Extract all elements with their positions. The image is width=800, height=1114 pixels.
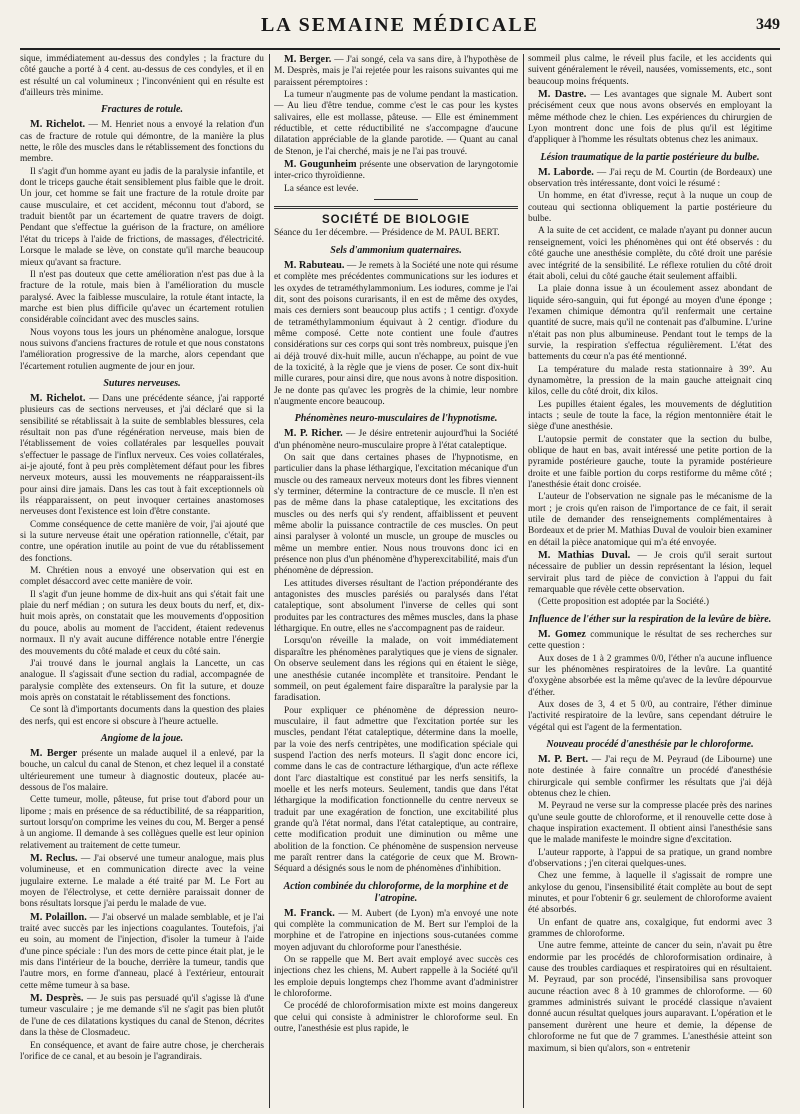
paragraph bbox=[20, 912, 264, 992]
section-heading: Action combinée du chloroforme, de la morphine et de l'atropine. bbox=[283, 880, 509, 904]
paragraph bbox=[20, 853, 264, 911]
section-heading: Fractures de rotule. bbox=[101, 104, 183, 116]
paragraph: L'auteur rapporte, à l'appui de sa pratique, un grand nombre d'observations ; j'en citerai quelques-unes. bbox=[528, 847, 772, 869]
paragraph: La plaie donna issue à un écoulement assez abondant de liquide séro-sanguin, qui fut épongé au moyen d'une éponge ; l'examen chimique démontra qu'il renfermait une certaine quantité de sucre, mais qu'il ne contenait pas d'albumine. L'urine n'était pas non plus albumineuse. Pendant tout le temps de la survie, la respiration s'effectua régulièrement. L'état des battements du cœur n'a pas été mentionné. bbox=[528, 284, 772, 363]
paragraph: L'autopsie permit de constater que la section du bulbe, oblique de haut en bas, avait intéressé une petite portion de la pyramide postérieure gauche, toute la pyramide postérieure droite et une faible portion du corps restiforme du même côté ; l'anesthésie était donc croisée. bbox=[528, 434, 772, 491]
paragraph bbox=[528, 550, 772, 596]
paragraph bbox=[20, 119, 264, 165]
section-heading: Nouveau procédé d'anesthésie par le chloroforme. bbox=[546, 738, 754, 750]
paragraph: J'ai trouvé dans le journal anglais la Lancette, un cas analogue. Il s'agissait d'une section du radial, accompagnée de paralysie complète des extenseurs. On fit la suture, et douze mois après on constatait le rétablissement des fonctions. bbox=[20, 658, 264, 703]
paragraph bbox=[274, 54, 518, 89]
paragraph bbox=[274, 260, 518, 408]
paragraph: En conséquence, et avant de faire autre chose, je chercherais l'orifice de ce canal, et au besoin je l'agrandirais. bbox=[20, 1040, 264, 1062]
paragraph: Aux doses de 1 à 2 grammes 0/0, l'éther n'a aucune influence sur les phénomènes respiratoires de la levûre. La quantité d'oxygène absorbée est la même qu'avec de la levûre dépourvue d'éther. bbox=[528, 653, 772, 698]
speaker-name: M. Gougunheim bbox=[284, 159, 357, 171]
section-heading: Sutures nerveuses. bbox=[103, 377, 181, 389]
paragraph: Ce procédé de chloroformisation mixte est moins dangereux que celui qui consiste à administrer le chloroforme seul. En outre, l'anesthésie est plus rapide, le bbox=[274, 1001, 518, 1035]
paragraph-text: — Dans une précédente séance, j'ai rapporté plusieurs cas de sections nerveuses, et j'ai déclaré que si la sensibilité se rétablissait à la suite de semblables blessures, cela résultait non pas d'une régénération nerveuse, mais bien de l'établissement de voies collatérales par lesquelles pouvait s'effectuer le passage de l'influx nerveux. Ces voies collatérales, ai-je ajouté, font à peu près complètement défaut pour les fibres nerveux moteurs, aussi les mouvements ne réapparaissent-ils pour ainsi dire jamais. Dans les cas tout à fait exceptionnels où ils réapparaissent, on peut invoquer certaines anastomoses nerveuses dont l'existence est loin d'être constante. bbox=[20, 393, 264, 518]
paragraph-text: — Les avantages que signale M. Aubert sont précisément ceux que nous avons observés en employant la même méthode chez le chien. Les expériences du chirurgien de Lyon montrent donc une fois de plus qu'il est légitime d'appliquer à l'homme les résultats obtenus chez les animaux. bbox=[528, 90, 772, 146]
paragraph bbox=[20, 993, 264, 1039]
paragraph: (Cette proposition est adoptée par la Société.) bbox=[538, 597, 710, 608]
divider bbox=[274, 206, 518, 209]
paragraph-text: communique le résultat de ses recherches sur cette question : bbox=[528, 629, 772, 652]
paragraph: A la suite de cet accident, ce malade n'ayant pu donner aucun renseignement, voici les phénomènes qui ont été observés : du côté gauche une anesthésie complète, du côté droit une parésie avec intégrité de la sensibilité. Le réflexe rotulien du côté droit était aboli, celui du côté gauche était seulement affaibli. bbox=[528, 226, 772, 282]
paragraph: On se rappelle que M. Bert avait employé avec succès ces injections chez les chiens, M. Aubert rappelle à la Société qu'il les emploie depuis longtemps chez l'homme avant d'administrer le chloroforme. bbox=[274, 955, 518, 1000]
society-heading: SOCIÉTÉ DE BIOLOGIE bbox=[321, 214, 471, 227]
paragraph: On sait que dans certaines phases de l'hypnotisme, en particulier dans la phase léthargique, l'excitation mécanique d'un muscle ou des rameaux nerveux moteurs dont les fibres viennent s'y terminer, détermine la contracture de ce muscle. Il n'en est pas de même dans la phase cataleptique, les excitations des muscles ou des nerfs qui s'y rendent, affaiblissent et peuvent même abolir la puissance contractile de ces muscles. On peut ainsi paralyser à volonté un muscle, un groupe de muscles ou même un membre entier. Nous nous trouvons donc ici en présence non plus d'un phénomène d'hyperexcitabilité, mais d'un phénomène de dépression. bbox=[274, 452, 518, 577]
paragraph bbox=[274, 159, 518, 183]
speaker-name: M. Polaillon. bbox=[30, 911, 87, 923]
paragraph-text: — J'ai observé un malade semblable, et je l'ai traité avec succès par les injections coagulantes. Toutefois, j'ai eu soin, au moment de l'injection, d'isoler la tumeur à l'aide d'une pince spéciale : l'un des mors de cette pince était plat, je le mis dans l'intérieur de la bouche, derrière la tumeur, tandis que l'autre mors, en forme d'anneau, placé à l'extérieur, entourait cette même tumeur à sa base. bbox=[20, 912, 264, 991]
paragraph: L'auteur de l'observation ne signale pas le mécanisme de la mort ; je crois qu'en raison de l'importance de ce fait, il serait utile de demander des renseignements complémentaires à Bordeaux et de prier M. Mathias Duval de vouloir bien examiner en détail la pièce anatomique qui m'a été envoyée. bbox=[528, 492, 772, 548]
paragraph-text: — J'ai songé, cela va sans dire, à l'hypothèse de M. Desprès, mais je l'ai rejetée pour les raisons suivantes qui me paraissent péremptoires : bbox=[274, 55, 518, 88]
columns bbox=[20, 54, 780, 1108]
paragraph-text: — J'ai reçu de M. Peyraud (de Libourne) une note destinée à faire connaître un procédé d'anesthésie chirurgicale qui semble confirmer les résultats que j'ai déjà obtenus chez le chien. bbox=[528, 754, 772, 799]
paragraph bbox=[20, 393, 264, 519]
speaker-name: M. Berger bbox=[30, 747, 78, 759]
paragraph bbox=[528, 167, 772, 191]
paragraph: Lorsqu'on réveille la malade, on voit immédiatement disparaître les phénomènes paralytiques que je viens de signaler. On observe seulement dans les régions qui en étaient le siège, une anesthésie cutanée incomplète et transitoire. Pendant le sommeil, on peut également faire disparaître la paralysie par la faradisation. bbox=[274, 636, 518, 704]
journal-title: LA SEMAINE MÉDICALE bbox=[260, 14, 540, 36]
paragraph: Il s'agit d'un homme ayant eu jadis de la paralysie infantile, et dont le triceps gauche était sensiblement plus faible que le droit. Un jour, cet homme se fait une fracture de la rotule droite par cause musculaire, et cet accident, méconnu tout d'abord, se traduit bientôt par un écartement de quatre travers de doigt. Pendant que s'effectue la guérison de la fracture, on améliore l'état du triceps à l'aide de frictions, de massages, d'électricité. Lorsque le malade se lève, on constate qu'il marche beaucoup mieux qu'avant sa fracture. bbox=[20, 166, 264, 268]
paragraph: Un enfant de quatre ans, coxalgique, fut endormi avec 3 grammes de chloroforme. bbox=[528, 917, 772, 940]
session-line: Séance du 1er décembre. — Présidence de M. PAUL BERT. bbox=[274, 228, 500, 239]
speaker-name: M. P. Richer. bbox=[284, 428, 343, 440]
speaker-name: M. Gomez bbox=[538, 628, 586, 640]
paragraph: Pour expliquer ce phénomène de dépression neuro-musculaire, il faut admettre que l'excitation portée sur les muscles, pendant l'état cataleptique, détermine dans la moelle, par la voie des nerfs centripètes, une modification spéciale qui suspend l'action des nerfs moteurs. Il s'agit donc encore ici, comme dans le cas de contracture léthargique, d'un acte réflexe dont l'arc diastaltique est constitué par les nerfs sensitifs, la moelle et les nerfs moteurs. Seulement, tandis que dans l'état léthargique la modification fonctionnelle du centre nerveux se traduit par une exagération de fonction, une excitabilité plus grande qu'à l'état normal, dans l'état cataleptique, au contraire, cette modification produit une diminution ou même une abolition de la fonction. Ce phénomène de suspension nerveuse me paraît rentrer dans la catégorie de ceux que M. Brown-Séquard a désignés sous le nom de phénomènes d'inhibition. bbox=[274, 705, 518, 875]
speaker-name: M. Desprès. bbox=[30, 993, 84, 1005]
paragraph: La tumeur n'augmente pas de volume pendant la mastication. — Au lieu d'être tendue, comme c'est le cas pour les kystes salivaires, elle est mollasse, pâteuse. — Elle est éminemment réductible, et cette réductibilité ne s'accompagne d'aucune dilatation appréciable de la glande parotide. — Quant au canal de Stenon, je l'ai cherché, mais je ne l'ai pas trouvé. bbox=[274, 90, 518, 157]
paragraph: Les attitudes diverses résultant de l'action prépondérante des antagonistes des muscles parésiés ou paralysés dans l'état cataleptique, sont absolument l'inverse de celles qui sont produites par les contractures des mêmes muscles, dans la phase léthargique. En outre, elles ne s'accompagnent pas de raideur. bbox=[274, 578, 518, 635]
speaker-name: M. Richelot. bbox=[30, 392, 86, 404]
paragraph-text: — M. Aubert (de Lyon) m'a envoyé une note qui complète la communication de M. Bert sur l'emploi de la morphine et de l'atropine en injections sous-cutanées comme moyen adjuvant du chloroforme pour l'anesthésie. bbox=[274, 908, 518, 953]
speaker-name: M. Mathias Duval. bbox=[538, 550, 631, 562]
paragraph: Les pupilles étaient égales, les mouvements de déglutition intacts ; seule de toute la face, la région mentonnière était le siège d'une anesthésie. bbox=[528, 399, 772, 433]
page-header bbox=[20, 12, 780, 50]
section-heading: Sels d'ammonium quaternaires. bbox=[330, 244, 462, 256]
paragraph-text: — Je crois qu'il serait surtout nécessaire de publier un dessin représentant la lésion, lequel servirait plus tard de pièce de conviction à l'appui du fait remarquable que révèle cette observation. bbox=[528, 551, 772, 596]
paragraph bbox=[528, 754, 772, 800]
column-2 bbox=[274, 54, 518, 1108]
paragraph: sique, immédiatement au-dessus des condyles ; la fracture du côté gauche a porté à 4 cent. au-dessus de ces condyles, et il en est résulté un cal volumineux ; l'inconvénient qui en résulte est d'ailleurs très minime. bbox=[20, 54, 264, 99]
column-1 bbox=[20, 54, 264, 1108]
paragraph: La séance est levée. bbox=[284, 183, 359, 194]
paragraph-text: — M. Henriet nous a envoyé la relation d'un cas de fracture de rotule qui démontre, de la manière la plus nette, le rôle des muscles dans le rétablissement des fonctions du membre. bbox=[20, 120, 264, 165]
speaker-name: M. Richelot. bbox=[30, 119, 86, 131]
paragraph: Nous voyons tous les jours un phénomène analogue, lorsque nous suivons d'anciens fractures de rotule et que nous constatons l'amélioration progressive de la marche, alors cependant que l'écartement rotulien augmente de jour en jour. bbox=[20, 327, 264, 372]
paragraph: Un homme, en état d'ivresse, reçut à la nuque un coup de couteau qui sectionna obliquement la partie postérieure du bulbe. bbox=[528, 191, 772, 225]
paragraph-text: — J'ai reçu de M. Courtin (de Bordeaux) une observation très intéressante, dont voici le résumé : bbox=[528, 167, 772, 190]
section-heading: Phénomènes neuro-musculaires de l'hypnotisme. bbox=[294, 413, 498, 425]
column-3 bbox=[528, 54, 772, 1108]
paragraph: Cette tumeur, molle, pâteuse, fut prise tout d'abord pour un lipome ; mais en présence de sa réductibilité, de sa réapparition, surtout lorsqu'on comprime les veines du cou, M. Berger a pensé à un angiome. Il demande à ses collègues quelle est leur opinion relativement au traitement de cette tumeur. bbox=[20, 795, 264, 851]
column-rule bbox=[269, 54, 270, 1108]
paragraph-text: — J'ai observé une tumeur analogue, mais plus volumineuse, et en communication directe avec la veine jugulaire externe. Le malade a été traité par M. Le Fort au moyen de l'électrolyse, et cette dernière paraissait donner de bons résultats lorsque j'ai perdu le malade de vue. bbox=[20, 854, 264, 910]
paragraph: Chez une femme, à laquelle il s'agissait de rompre une ankylose du genou, l'insensibilité était complète au bout de sept minutes, et pour l'obtenir 6 gr. seulement de chloroforme avaient été absorbés. bbox=[528, 871, 772, 916]
paragraph-text: présente un malade auquel il a enlevé, par la bouche, un calcul du canal de Stenon, et chez lequel il a constaté ultérieurement une tumeur à diagnostic douteux, placée au-dessous de l'os malaire. bbox=[20, 748, 264, 793]
paragraph: sommeil plus calme, le réveil plus facile, et les accidents qui suivent généralement le réveil, nausées, vomissements, etc., sont beaucoup moins fréquents. bbox=[528, 54, 772, 87]
speaker-name: M. Reclus. bbox=[30, 853, 78, 864]
paragraph: M. Peyraud ne verse sur la compresse placée près des narines qu'une seule goutte de chloroforme, et il renouvelle cette dose à chaque inspiration exactement. Il obtient ainsi l'anesthésie sans que le malade manifeste le moindre signe d'excitation. bbox=[528, 801, 772, 846]
paragraph-text: — Je désire entretenir aujourd'hui la Société d'un phénomène neuro-musculaire propre à l'état cataleptique. bbox=[274, 429, 518, 451]
paragraph: Il s'agit d'un jeune homme de dix-huit ans qui s'était fait une plaie du nerf médian ; on sutura les deux bouts du nerf, et, dix-huit mois après, on constatait que les mouvements d'opposition du pouce, abolis au moment de l'accident, étaient redevenus normaux. Il n'y avait aucune différence notable entre l'énergie des mouvements du côté malade et ceux du côté sain. bbox=[20, 589, 264, 657]
paragraph: La température du malade resta stationnaire à 39°. Au dynamomètre, la pression de la main gauche atteignait cinq kilos, celle du côté droit, dix kilos. bbox=[528, 364, 772, 398]
paragraph-text: présente une observation de laryngotomie inter-crico thyroïdienne. bbox=[274, 160, 518, 182]
divider bbox=[374, 199, 418, 200]
speaker-name: M. P. Bert. bbox=[538, 753, 589, 765]
paragraph: Comme conséquence de cette manière de voir, j'ai ajouté que si la suture nerveuse était une opération rationnelle, c'était, par contre, une opération inutile au point de vue du rétablissement des fonctions. bbox=[20, 519, 264, 564]
paragraph: Une autre femme, atteinte de cancer du sein, n'avait pu être endormie par les procédés de chloroformisation ordinaire, à cause des troubles cardiaques et respiratoires qui en résultaient. M. Peyraud, par son procédé, l'insensibilisa sans provoquer aucune réaction avec 8 à 10 grammes de chloroforme. — 60 grammes administrés suivant le procédé classique n'avaient donné aucun résultat quelques jours auparavant. L'opération et le pansement durèrent une heure et demie, la dépense de chloroforme ne fut que de 7 grammes. L'anesthésie atteint son maximum, si bien qu'alors, son « entretenir bbox=[528, 941, 772, 1054]
speaker-name: M. Laborde. bbox=[538, 166, 594, 178]
speaker-name: M. Dastre. bbox=[538, 89, 587, 101]
column-rule bbox=[523, 54, 524, 1108]
paragraph-text: — Je remets à la Société une note qui résume et complète mes précédentes communications sur les iodures et les oxydes de tetraméthylammonium. Les iodures, comme je l'ai dit, sont des poisons curarisants, il en est de même des oxydes, mais ces derniers sont beaucoup plus actifs ; 1 centigr. d'oxyde de tetraméthylammonium équivaut à 2 centigr. d'iodure du même composé. Cette note contient une foule d'autres considérations sur ces corps qui sont très nombreux, puisque j'en ai déjà trouvé dix-huit mille, aucun n'échappe, au point de vue de la toxicité, à la règle que je viens de poser. Ce sont dix-huit mille curares, pour ainsi dire, que nous avons à notre disposition. Je ne donte pas qu'avec les progrès de la chimie, leur nombre n'augmente encore beaucoup. bbox=[274, 260, 518, 407]
paragraph: M. Chrétien nous a envoyé une observation qui est en complet désaccord avec cette manière de voir. bbox=[20, 566, 264, 588]
speaker-name: M. Franck. bbox=[284, 907, 335, 919]
paragraph: Ce sont là d'importants documents dans la question des plaies des nerfs, qui est encore si obscure à l'heure actuelle. bbox=[20, 705, 264, 727]
speaker-name: M. Rabuteau. bbox=[284, 259, 345, 271]
speaker-name: M. Berger. bbox=[284, 54, 332, 65]
page-number: 349 bbox=[756, 16, 780, 33]
paragraph-text: — Je suis pas persuadé qu'il s'agisse là d'une tumeur vasculaire ; je me demande s'il ne s'agit pas bien plutôt de l'une de ces dilatations kystiques du canal de Stenon, décrites dans la thèse de Closmadeuc. bbox=[20, 994, 264, 1039]
section-heading: Angiome de la joue. bbox=[100, 732, 184, 744]
paragraph bbox=[528, 629, 772, 653]
paragraph: Aux doses de 3, 4 et 5 0/0, au contraire, l'éther diminue l'activité respiratoire de la levûre, sans cependant détruire le végétal qui est l'agent de la fermentation. bbox=[528, 699, 772, 733]
section-heading: Influence de l'éther sur la respiration de la levûre de bière. bbox=[528, 613, 772, 625]
paragraph bbox=[274, 428, 518, 452]
paragraph bbox=[274, 908, 518, 954]
paragraph bbox=[20, 748, 264, 794]
section-heading: Lésion traumatique de la partie postérieure du bulbe. bbox=[540, 151, 760, 163]
paragraph: Il n'est pas douteux que cette amélioration n'est pas due à la fracture de la rotule, mais bien à l'amélioration du muscle paralysé. Avec la faiblesse musculaire, la rotule étant intacte, la marche est bien plus difficile qu'avec un écartement rotulien considérable coïncidant avec des muscles sains. bbox=[20, 269, 264, 326]
paragraph bbox=[528, 89, 772, 147]
